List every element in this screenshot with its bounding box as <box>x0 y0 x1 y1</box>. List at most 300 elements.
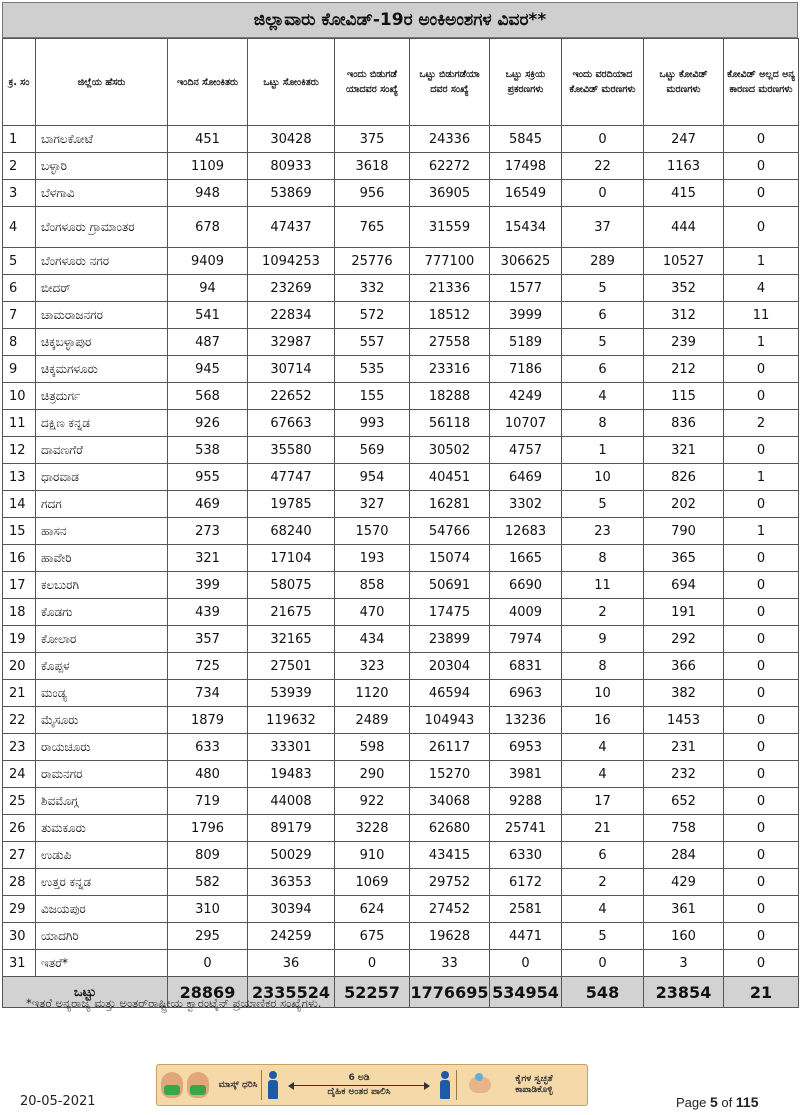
double-arrow-icon <box>290 1085 428 1086</box>
cell-deaths-today: 5 <box>562 923 644 950</box>
cell-deaths-today: 4 <box>562 896 644 923</box>
totals-label: ಒಟ್ಟು <box>3 977 168 1008</box>
cell-active: 1577 <box>490 275 562 302</box>
cell-disch-total: 777100 <box>410 248 490 275</box>
cell-non-covid: 0 <box>724 923 799 950</box>
distance-segment <box>262 1065 456 1105</box>
cell-deaths-today: 11 <box>562 572 644 599</box>
cell-deaths-total: 3 <box>644 950 724 977</box>
cell-deaths-today: 4 <box>562 761 644 788</box>
col-header-sl: ಕ್ರ. ಸಂ <box>3 39 36 126</box>
cell-disch-total: 18512 <box>410 302 490 329</box>
cell-today: 948 <box>168 180 248 207</box>
col-header-non-covid-deaths: ಕೋವಿಡ್ ಅಲ್ಲದ ಅನ್ಯ ಕಾರಣದ ಮರಣಗಳು <box>724 39 799 126</box>
cell-deaths-total: 115 <box>644 383 724 410</box>
cell-disch-today: 993 <box>335 410 410 437</box>
cell-deaths-today: 9 <box>562 626 644 653</box>
cell-today: 321 <box>168 545 248 572</box>
serial-number: 11 <box>3 410 36 437</box>
distance-indicator <box>284 1073 434 1098</box>
cell-non-covid: 0 <box>724 896 799 923</box>
cell-disch-total: 19628 <box>410 923 490 950</box>
cell-today: 633 <box>168 734 248 761</box>
district-name: ಹಾವೇರಿ <box>36 545 168 572</box>
cell-active: 17498 <box>490 153 562 180</box>
totals-active: 534954 <box>490 977 562 1008</box>
cell-active: 4249 <box>490 383 562 410</box>
cell-total: 47437 <box>248 207 335 248</box>
cell-today: 955 <box>168 464 248 491</box>
cell-today: 273 <box>168 518 248 545</box>
cell-disch-today: 598 <box>335 734 410 761</box>
cell-total: 53939 <box>248 680 335 707</box>
distance-text: ದೈಹಿಕ ಅಂತರ ಪಾಲಿಸಿ <box>327 1086 391 1097</box>
cell-total: 50029 <box>248 842 335 869</box>
district-name: ಶಿವಮೊಗ್ಗ <box>36 788 168 815</box>
col-header-deaths-today: ಇಂದು ವರದಿಯಾದ ಕೋವಿಡ್ ಮರಣಗಳು <box>562 39 644 126</box>
cell-non-covid: 0 <box>724 180 799 207</box>
cell-active: 9288 <box>490 788 562 815</box>
cell-total: 89179 <box>248 815 335 842</box>
cell-today: 1796 <box>168 815 248 842</box>
cell-deaths-today: 6 <box>562 302 644 329</box>
col-header-today-infected: ಇಂದಿನ ಸೋಂಕಿತರು <box>168 39 248 126</box>
cell-deaths-total: 10527 <box>644 248 724 275</box>
cell-disch-total: 24336 <box>410 126 490 153</box>
cell-deaths-today: 22 <box>562 153 644 180</box>
district-name: ಚಿಕ್ಕಬಳ್ಳಾಪುರ <box>36 329 168 356</box>
cell-total: 17104 <box>248 545 335 572</box>
cell-disch-total: 15074 <box>410 545 490 572</box>
cell-active: 4757 <box>490 437 562 464</box>
serial-number: 16 <box>3 545 36 572</box>
cell-total: 22652 <box>248 383 335 410</box>
cell-active: 6963 <box>490 680 562 707</box>
cell-active: 15434 <box>490 207 562 248</box>
cell-non-covid: 0 <box>724 734 799 761</box>
cell-today: 568 <box>168 383 248 410</box>
serial-number: 15 <box>3 518 36 545</box>
cell-today: 357 <box>168 626 248 653</box>
cell-today: 451 <box>168 126 248 153</box>
cell-disch-total: 29752 <box>410 869 490 896</box>
cell-deaths-today: 8 <box>562 410 644 437</box>
cell-total: 33301 <box>248 734 335 761</box>
cell-non-covid: 0 <box>724 680 799 707</box>
cell-disch-today: 375 <box>335 126 410 153</box>
cell-disch-today: 956 <box>335 180 410 207</box>
cell-disch-today: 290 <box>335 761 410 788</box>
district-name: ಧಾರವಾಡ <box>36 464 168 491</box>
serial-number: 12 <box>3 437 36 464</box>
table-row <box>3 923 799 950</box>
cell-total: 68240 <box>248 518 335 545</box>
serial-number: 5 <box>3 248 36 275</box>
cell-deaths-total: 212 <box>644 356 724 383</box>
cell-disch-today: 323 <box>335 653 410 680</box>
serial-number: 9 <box>3 356 36 383</box>
cell-deaths-today: 1 <box>562 437 644 464</box>
cell-non-covid: 0 <box>724 599 799 626</box>
table-row <box>3 950 799 977</box>
cell-deaths-total: 1453 <box>644 707 724 734</box>
cell-deaths-today: 8 <box>562 545 644 572</box>
district-name: ಬೆಂಗಳೂರು ಗ್ರಾಮಾಂತರ <box>36 207 168 248</box>
cell-active: 4471 <box>490 923 562 950</box>
cell-deaths-today: 0 <box>562 126 644 153</box>
serial-number: 28 <box>3 869 36 896</box>
cell-deaths-total: 247 <box>644 126 724 153</box>
district-name: ಇತರೆ* <box>36 950 168 977</box>
cell-today: 734 <box>168 680 248 707</box>
cell-disch-total: 62272 <box>410 153 490 180</box>
cell-disch-total: 27452 <box>410 896 490 923</box>
cell-total: 24259 <box>248 923 335 950</box>
cell-active: 3999 <box>490 302 562 329</box>
cell-total: 36353 <box>248 869 335 896</box>
cell-non-covid: 0 <box>724 383 799 410</box>
cell-today: 582 <box>168 869 248 896</box>
district-name: ಮಂಡ್ಯ <box>36 680 168 707</box>
serial-number: 7 <box>3 302 36 329</box>
cell-total: 30714 <box>248 356 335 383</box>
cell-deaths-today: 17 <box>562 788 644 815</box>
cell-active: 5189 <box>490 329 562 356</box>
district-name: ಚಾಮರಾಜನಗರ <box>36 302 168 329</box>
table-row <box>3 599 799 626</box>
district-name: ಕಲಬುರಗಿ <box>36 572 168 599</box>
mask-segment <box>157 1065 261 1105</box>
cell-total: 30428 <box>248 126 335 153</box>
cell-non-covid: 1 <box>724 329 799 356</box>
serial-number: 3 <box>3 180 36 207</box>
cell-today: 538 <box>168 437 248 464</box>
table-row <box>3 626 799 653</box>
cell-non-covid: 0 <box>724 153 799 180</box>
cell-disch-today: 910 <box>335 842 410 869</box>
cell-non-covid: 11 <box>724 302 799 329</box>
totals-today: 28869 <box>168 977 248 1008</box>
cell-deaths-total: 1163 <box>644 153 724 180</box>
cell-non-covid: 4 <box>724 275 799 302</box>
totals-total: 2335524 <box>248 977 335 1008</box>
district-name: ವಿಜಯಪುರ <box>36 896 168 923</box>
cell-disch-today: 1120 <box>335 680 410 707</box>
mask-text: ಮಾಸ್ಕ್ ಧರಿಸಿ <box>218 1079 258 1090</box>
cell-total: 47747 <box>248 464 335 491</box>
cell-deaths-today: 6 <box>562 842 644 869</box>
hand-wash-icon <box>467 1073 493 1097</box>
totals-disch-today: 52257 <box>335 977 410 1008</box>
cell-today: 480 <box>168 761 248 788</box>
cell-deaths-total: 826 <box>644 464 724 491</box>
cell-deaths-today: 16 <box>562 707 644 734</box>
district-name: ಮೈಸೂರು <box>36 707 168 734</box>
totals-deaths-today: 548 <box>562 977 644 1008</box>
person-icon <box>438 1071 452 1099</box>
district-name: ಚಿತ್ರದುರ್ಗ <box>36 383 168 410</box>
cell-deaths-today: 37 <box>562 207 644 248</box>
cell-disch-total: 36905 <box>410 180 490 207</box>
table-row <box>3 761 799 788</box>
serial-number: 23 <box>3 734 36 761</box>
cell-deaths-total: 382 <box>644 680 724 707</box>
totals-non-covid: 21 <box>724 977 799 1008</box>
district-name: ಬೆಳಗಾವಿ <box>36 180 168 207</box>
cell-active: 0 <box>490 950 562 977</box>
col-header-deaths-total: ಒಟ್ಟು ಕೋವಿಡ್ ಮರಣಗಳು <box>644 39 724 126</box>
cell-deaths-total: 366 <box>644 653 724 680</box>
serial-number: 10 <box>3 383 36 410</box>
serial-number: 19 <box>3 626 36 653</box>
cell-today: 809 <box>168 842 248 869</box>
masked-face-icon <box>187 1072 209 1098</box>
cell-active: 4009 <box>490 599 562 626</box>
cell-disch-total: 46594 <box>410 680 490 707</box>
cell-total: 32165 <box>248 626 335 653</box>
cell-deaths-total: 415 <box>644 180 724 207</box>
cell-today: 678 <box>168 207 248 248</box>
cell-non-covid: 0 <box>724 491 799 518</box>
cell-today: 541 <box>168 302 248 329</box>
cell-today: 439 <box>168 599 248 626</box>
cell-disch-today: 1069 <box>335 869 410 896</box>
cell-deaths-total: 758 <box>644 815 724 842</box>
cell-deaths-total: 352 <box>644 275 724 302</box>
cell-today: 719 <box>168 788 248 815</box>
cell-disch-today: 434 <box>335 626 410 653</box>
cell-disch-today: 25776 <box>335 248 410 275</box>
totals-deaths-total: 23854 <box>644 977 724 1008</box>
cell-disch-today: 624 <box>335 896 410 923</box>
cell-deaths-today: 6 <box>562 356 644 383</box>
cell-non-covid: 0 <box>724 788 799 815</box>
cell-disch-today: 535 <box>335 356 410 383</box>
cell-non-covid: 0 <box>724 950 799 977</box>
cell-deaths-total: 232 <box>644 761 724 788</box>
table-row <box>3 788 799 815</box>
cell-total: 53869 <box>248 180 335 207</box>
table-row <box>3 329 799 356</box>
table-row <box>3 815 799 842</box>
cell-non-covid: 1 <box>724 464 799 491</box>
cell-non-covid: 0 <box>724 126 799 153</box>
cell-disch-total: 43415 <box>410 842 490 869</box>
cell-deaths-today: 5 <box>562 491 644 518</box>
cell-disch-total: 26117 <box>410 734 490 761</box>
cell-active: 6690 <box>490 572 562 599</box>
header-row <box>3 39 799 126</box>
serial-number: 13 <box>3 464 36 491</box>
cell-disch-today: 0 <box>335 950 410 977</box>
cell-active: 25741 <box>490 815 562 842</box>
district-name: ಉತ್ತರ ಕನ್ನಡ <box>36 869 168 896</box>
page-label: Page <box>676 1095 707 1110</box>
cell-deaths-total: 652 <box>644 788 724 815</box>
cell-deaths-total: 284 <box>644 842 724 869</box>
cell-total: 23269 <box>248 275 335 302</box>
serial-number: 18 <box>3 599 36 626</box>
cell-total: 21675 <box>248 599 335 626</box>
cell-deaths-total: 429 <box>644 869 724 896</box>
page-of: of <box>721 1095 733 1110</box>
table-row <box>3 356 799 383</box>
district-name: ಚಿಕ್ಕಮಗಳೂರು <box>36 356 168 383</box>
cell-disch-today: 2489 <box>335 707 410 734</box>
cell-today: 725 <box>168 653 248 680</box>
district-name: ರಾಯಚೂರು <box>36 734 168 761</box>
cell-deaths-total: 202 <box>644 491 724 518</box>
cell-disch-total: 23316 <box>410 356 490 383</box>
hands-segment <box>457 1065 569 1105</box>
table-row <box>3 572 799 599</box>
cell-active: 2581 <box>490 896 562 923</box>
cell-deaths-today: 2 <box>562 599 644 626</box>
cell-non-covid: 0 <box>724 653 799 680</box>
cell-disch-today: 557 <box>335 329 410 356</box>
cell-today: 94 <box>168 275 248 302</box>
cell-deaths-total: 444 <box>644 207 724 248</box>
district-name: ಬೆಂಗಳೂರು ನಗರ <box>36 248 168 275</box>
table-row <box>3 518 799 545</box>
page-total: 115 <box>735 1094 759 1110</box>
cell-deaths-total: 321 <box>644 437 724 464</box>
cell-today: 399 <box>168 572 248 599</box>
table-row <box>3 207 799 248</box>
cell-today: 310 <box>168 896 248 923</box>
cell-deaths-today: 10 <box>562 464 644 491</box>
district-name: ತುಮಕೂರು <box>36 815 168 842</box>
table-row <box>3 896 799 923</box>
cell-deaths-today: 4 <box>562 383 644 410</box>
cell-total: 22834 <box>248 302 335 329</box>
col-header-district: ಜಿಲ್ಲೆಯ ಹೆಸರು <box>36 39 168 126</box>
cell-non-covid: 0 <box>724 815 799 842</box>
table-row <box>3 410 799 437</box>
cell-deaths-today: 5 <box>562 329 644 356</box>
cell-deaths-total: 312 <box>644 302 724 329</box>
cell-disch-today: 858 <box>335 572 410 599</box>
cell-deaths-total: 361 <box>644 896 724 923</box>
cell-deaths-total: 365 <box>644 545 724 572</box>
district-name: ಬೀದರ್ <box>36 275 168 302</box>
cell-deaths-total: 836 <box>644 410 724 437</box>
district-name: ದಕ್ಷಿಣ ಕನ್ನಡ <box>36 410 168 437</box>
cell-disch-total: 20304 <box>410 653 490 680</box>
cell-active: 3302 <box>490 491 562 518</box>
serial-number: 8 <box>3 329 36 356</box>
serial-number: 2 <box>3 153 36 180</box>
cell-deaths-today: 289 <box>562 248 644 275</box>
cell-disch-total: 34068 <box>410 788 490 815</box>
district-name: ಬಳ್ಳಾರಿ <box>36 153 168 180</box>
cell-deaths-today: 8 <box>562 653 644 680</box>
cell-active: 6831 <box>490 653 562 680</box>
cell-deaths-today: 0 <box>562 180 644 207</box>
cell-disch-total: 18288 <box>410 383 490 410</box>
cell-disch-total: 50691 <box>410 572 490 599</box>
table-row <box>3 842 799 869</box>
table-row <box>3 491 799 518</box>
cell-disch-total: 33 <box>410 950 490 977</box>
cell-non-covid: 0 <box>724 842 799 869</box>
serial-number: 29 <box>3 896 36 923</box>
cell-non-covid: 0 <box>724 869 799 896</box>
page-current: 5 <box>710 1094 718 1110</box>
cell-active: 6953 <box>490 734 562 761</box>
page-number <box>676 1094 758 1110</box>
cell-today: 487 <box>168 329 248 356</box>
cell-disch-today: 332 <box>335 275 410 302</box>
cell-total: 1094253 <box>248 248 335 275</box>
table-row <box>3 653 799 680</box>
cell-deaths-total: 191 <box>644 599 724 626</box>
cell-active: 7186 <box>490 356 562 383</box>
cell-deaths-total: 694 <box>644 572 724 599</box>
serial-number: 24 <box>3 761 36 788</box>
cell-total: 35580 <box>248 437 335 464</box>
district-name: ಗದಗ <box>36 491 168 518</box>
cell-today: 1109 <box>168 153 248 180</box>
footnote: *ಇತರೆ ಅನ್ಯರಾಜ್ಯ ಮತ್ತು ಅಂತರ್‌ರಾಷ್ಟ್ರೀಯ ಕ್ವಾರಂಟೈನ್ ಪ್ರಯಾಣಿಕರ ಸಂಖ್ಯೆಗಳು. <box>26 996 322 1010</box>
district-name: ದಾವಣಗೆರೆ <box>36 437 168 464</box>
cell-disch-total: 30502 <box>410 437 490 464</box>
table-row <box>3 437 799 464</box>
masked-face-icon <box>161 1072 183 1098</box>
district-name: ಯಾದಗಿರಿ <box>36 923 168 950</box>
district-name: ಕೋಲಾರ <box>36 626 168 653</box>
cell-disch-total: 104943 <box>410 707 490 734</box>
cell-total: 36 <box>248 950 335 977</box>
cell-total: 44008 <box>248 788 335 815</box>
page-title: ಜಿಲ್ಲಾವಾರು ಕೋವಿಡ್-19ರ ಅಂಕಿಅಂಶಗಳ ವಿವರ** <box>2 2 798 38</box>
cell-disch-total: 17475 <box>410 599 490 626</box>
serial-number: 30 <box>3 923 36 950</box>
cell-disch-today: 569 <box>335 437 410 464</box>
cell-today: 926 <box>168 410 248 437</box>
cell-disch-today: 675 <box>335 923 410 950</box>
cell-today: 469 <box>168 491 248 518</box>
serial-number: 6 <box>3 275 36 302</box>
totals-disch-total: 1776695 <box>410 977 490 1008</box>
cell-disch-total: 27558 <box>410 329 490 356</box>
cell-deaths-total: 292 <box>644 626 724 653</box>
cell-deaths-today: 21 <box>562 815 644 842</box>
serial-number: 4 <box>3 207 36 248</box>
cell-active: 10707 <box>490 410 562 437</box>
cell-total: 30394 <box>248 896 335 923</box>
cell-deaths-total: 160 <box>644 923 724 950</box>
col-header-discharged-total: ಒಟ್ಟು ಬಿಡುಗಡೆಯಾ ದವರ ಸಂಖ್ಯೆ <box>410 39 490 126</box>
cell-disch-total: 15270 <box>410 761 490 788</box>
cell-non-covid: 0 <box>724 626 799 653</box>
table-row <box>3 302 799 329</box>
cell-disch-today: 3618 <box>335 153 410 180</box>
cell-active: 3981 <box>490 761 562 788</box>
table-row <box>3 680 799 707</box>
cell-disch-today: 3228 <box>335 815 410 842</box>
cell-deaths-today: 4 <box>562 734 644 761</box>
cell-active: 7974 <box>490 626 562 653</box>
cell-disch-today: 193 <box>335 545 410 572</box>
cell-non-covid: 0 <box>724 707 799 734</box>
table-row <box>3 180 799 207</box>
table-row <box>3 734 799 761</box>
cell-total: 119632 <box>248 707 335 734</box>
cell-total: 19785 <box>248 491 335 518</box>
cell-deaths-today: 23 <box>562 518 644 545</box>
serial-number: 22 <box>3 707 36 734</box>
